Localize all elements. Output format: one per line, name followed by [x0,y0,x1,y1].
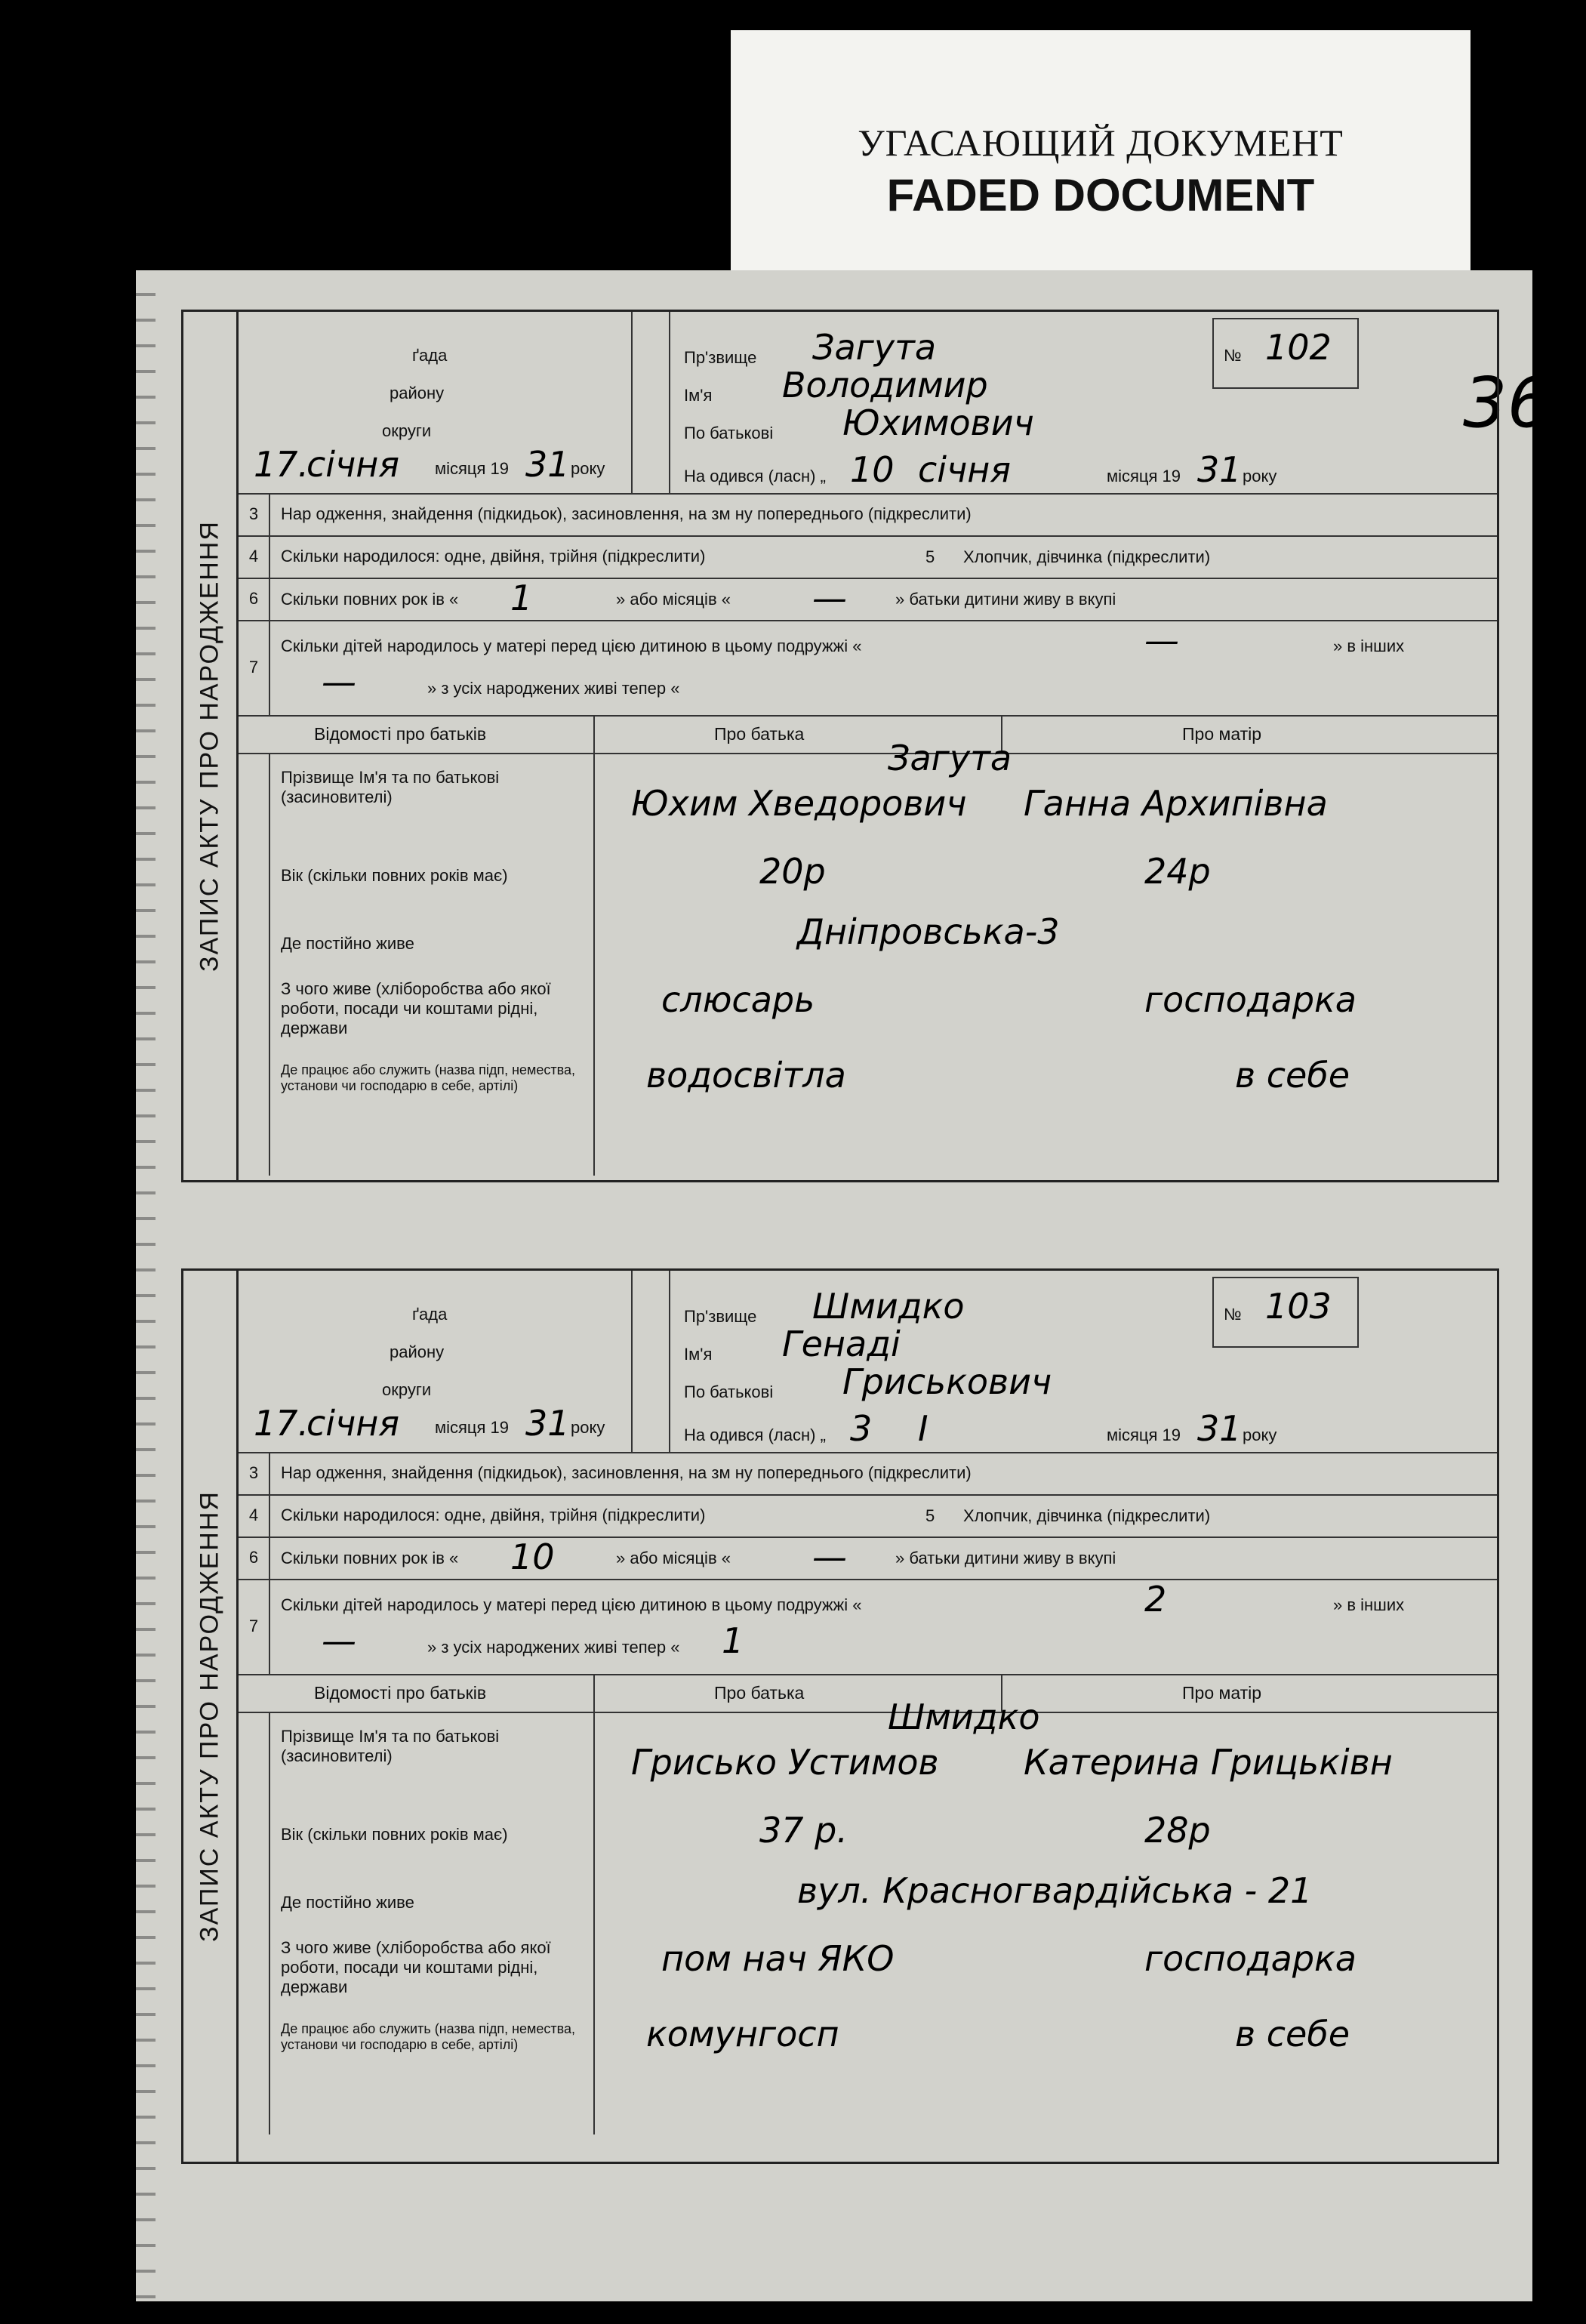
misyatsya-label: місяця 19 [435,459,510,478]
other-marriages: — [322,1620,356,1661]
name-label: Ім'я [684,386,713,405]
age-months: — [812,1536,847,1577]
birth-year: 31 [1197,1408,1242,1449]
mother-work: в себе [1235,1055,1350,1096]
row-4 [239,1494,1497,1538]
row-6a: Скільки повних рок ів « [281,590,459,609]
row-3 [239,1452,1497,1496]
residence: Дніпровська-3 [797,911,1060,952]
mother-job: господарка [1144,979,1357,1020]
surname-value: Шмидко [812,1286,965,1327]
row-6 [239,1536,1497,1580]
mother-label: Про матір [1182,1683,1262,1703]
patronymic-value: Гриськович [842,1361,1052,1402]
row-6c: » батьки дитини живу в вкупі [895,1549,1116,1567]
mother-name: Катерина Грицьківн [1024,1742,1393,1783]
record-body [239,312,1497,1180]
roku-label-2: року [1243,1426,1277,1444]
reg-day: 17. [254,444,310,485]
born-label: На одився (ласн) „ [684,467,826,485]
divider [631,312,633,493]
father-job: слюсарь [661,979,815,1020]
page-number: 36 [1463,362,1552,443]
side-title-text: ЗАПИС АКТУ ПРО НАРОДЖЕННЯ [195,520,224,972]
mother-work: в себе [1235,2014,1350,2054]
divider [593,1674,595,1712]
row-7b: » в інших [1333,636,1405,655]
r9-label: Вік (скільки повних років має) [281,1825,508,1844]
r11-label: З чого живе (хліборобства або якої роботи, посади чи коштами рідні, держави [281,979,551,1037]
parents-grid [239,1697,1497,2134]
reg-year: 31 [525,1403,570,1444]
parents-header [239,1674,1497,1713]
side-title [183,1271,239,2162]
mother-age: 24р [1144,851,1211,892]
alive-count: 1 [722,1620,744,1661]
r12-label: Де працює або служить (назва підп, немества, установи чи господарю в себе, артілі) [281,1062,576,1093]
divider [631,1271,633,1452]
r12-label: Де працює або служить (назва підп, немества, установи чи господарю в себе, артілі) [281,2021,576,2052]
row-7c: » з усіх народжених живі тепер « [427,679,680,698]
row-5-num: 5 [925,1506,935,1525]
rayonu-label: району [390,384,445,402]
r11-label: З чого живе (хліборобства або якої роботи, посади чи коштами рідні, держави [281,1938,551,1996]
row-7b: » в інших [1333,1595,1405,1614]
side-title [183,312,239,1180]
okrugy-label: округи [382,421,432,440]
gada-label: ґада [412,1305,448,1324]
record-number: 103 [1265,1286,1332,1327]
row-5-text: Хлопчик, дівчинка (підкреслити) [963,547,1211,566]
okrugy-label: округи [382,1380,432,1399]
roku-label-2: року [1243,467,1277,485]
row-4-text: Скільки народилося: одне, двійня, трійня (підкреслити) [281,1506,706,1524]
children-before: 2 [1144,1579,1167,1620]
row-num: 4 [239,535,270,578]
parents-grid [239,738,1497,1176]
mother-name: Ганна Архипівна [1024,783,1328,824]
row-num: 6 [239,1536,270,1579]
father-work: комунгосп [646,2014,839,2054]
roku-label: року [571,459,605,478]
father-label: Про батька [714,724,805,744]
record-number: 102 [1265,327,1332,368]
father-work: водосвітла [646,1055,846,1096]
row-num: 3 [239,1452,270,1494]
residence: вул. Красногвардійська - 21 [797,1870,1313,1911]
r8-label: Прізвище Ім'я та по батькові (засиновителі) [281,768,500,806]
divider [593,715,595,753]
mother-job: господарка [1144,1938,1357,1979]
father-job: пом нач ЯКО [661,1938,895,1979]
row-num: 7 [239,1579,270,1674]
row-num: 4 [239,1494,270,1536]
family-surname: Шмидко [888,1697,1040,1737]
patronymic-label: По батькові [684,424,774,442]
name-value: Володимир [782,365,988,405]
row-6b: » або місяців « [616,1549,731,1567]
patronymic-label: По батькові [684,1382,774,1401]
record-body [239,1271,1497,2162]
r9-label: Вік (скільки повних років має) [281,866,508,885]
header-row [239,1271,1497,1453]
name-label: Ім'я [684,1345,713,1364]
row-6c: » батьки дитини живу в вкупі [895,590,1116,609]
roku-label: року [571,1418,605,1437]
row-num: 6 [239,578,270,620]
row-5-text: Хлопчик, дівчинка (підкреслити) [963,1506,1211,1525]
birth-year: 31 [1197,449,1242,490]
divider [593,753,595,1176]
no-label: № [1224,346,1242,365]
row-num: 7 [239,620,270,715]
row-3-text: Нар одження, знайдення (підкидьок), засиновлення, на зм ну попереднього (підкреслити) [281,504,972,523]
born-label: На одився (ласн) „ [684,1426,826,1444]
reg-month: січня [306,444,399,485]
surname-label: Пр'звище [684,348,757,367]
age-years: 1 [510,578,533,618]
reg-month: січня [306,1403,399,1444]
row-7 [239,620,1497,717]
row-7c: » з усіх народжених живі тепер « [427,1638,680,1657]
children-before: — [1144,620,1179,661]
other-marriages: — [322,661,356,702]
birth-month: I [918,1408,929,1449]
row-num [239,1712,270,2134]
row-num: 3 [239,493,270,535]
rayonu-label: району [390,1342,445,1361]
divider [669,312,670,493]
father-age: 37 р. [759,1810,848,1851]
birth-record [181,1268,1499,2164]
age-months: — [812,578,847,618]
row-7a: Скільки дітей народилось у матері перед цією дитиною в цьому подружжі « [281,636,862,655]
row-7 [239,1579,1497,1675]
misyatsya-label: місяця 19 [435,1418,510,1437]
birth-day: 10 [850,449,895,490]
mother-age: 28р [1144,1810,1211,1851]
header-row [239,312,1497,495]
birth-month: січня [918,449,1011,490]
misyatsya-label-2: місяця 19 [1107,1426,1181,1444]
name-value: Генаді [782,1324,901,1364]
parents-label: Відомості про батьків [314,724,487,744]
r10-label: Де постійно живе [281,1893,414,1912]
divider [669,1271,670,1452]
row-6b: » або місяців « [616,590,731,609]
parents-header [239,715,1497,754]
row-3-text: Нар одження, знайдення (підкидьок), засиновлення, на зм ну попереднього (підкреслити) [281,1463,972,1482]
surname-value: Загута [812,327,937,368]
row-5-num: 5 [925,547,935,566]
row-6a: Скільки повних рок ів « [281,1549,459,1567]
parents-label: Відомості про батьків [314,1683,487,1703]
row-6 [239,578,1497,621]
divider [593,1712,595,2134]
side-title-text: ЗАПИС АКТУ ПРО НАРОДЖЕННЯ [195,1490,224,1942]
patronymic-value: Юхимович [842,402,1034,443]
family-surname: Загута [888,738,1012,778]
r10-label: Де постійно живе [281,934,414,953]
misyatsya-label-2: місяця 19 [1107,467,1181,485]
gada-label: ґада [412,346,448,365]
father-label: Про батька [714,1683,805,1703]
age-years: 10 [510,1536,555,1577]
father-name: Грисько Устимов [631,1742,939,1783]
birth-day: 3 [850,1408,873,1449]
father-age: 20р [759,851,826,892]
faded-document-label [731,30,1471,279]
surname-label: Пр'звище [684,1307,757,1326]
father-name: Юхим Хведорович [631,783,967,824]
row-7a: Скільки дітей народилось у матері перед цією дитиною в цьому подружжі « [281,1595,862,1614]
label-en: FADED DOCUMENT [886,170,1315,220]
reg-day: 17. [254,1403,310,1444]
mother-label: Про матір [1182,724,1262,744]
r8-label: Прізвище Ім'я та по батькові (засиновителі) [281,1727,500,1765]
row-3 [239,493,1497,537]
no-label: № [1224,1305,1242,1324]
label-ru: УГАСАЮЩИЙ ДОКУМЕНТ [858,122,1344,164]
row-num [239,753,270,1176]
row-4-text: Скільки народилося: одне, двійня, трійня (підкреслити) [281,547,706,566]
row-4 [239,535,1497,579]
reg-year: 31 [525,444,570,485]
birth-record [181,310,1499,1182]
